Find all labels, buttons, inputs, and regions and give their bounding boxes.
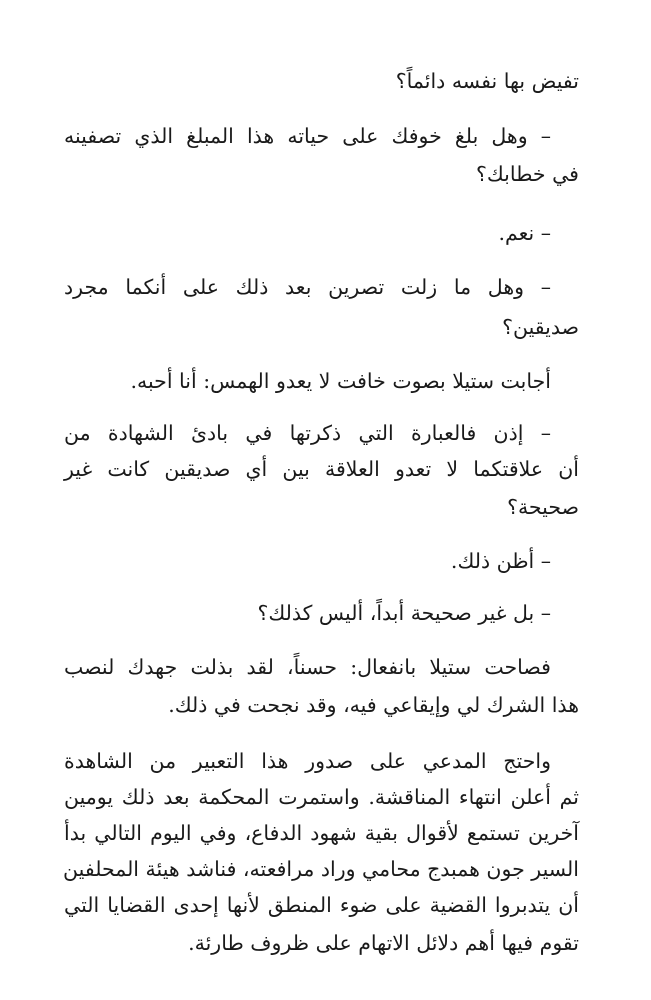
text-line: – أظن ذلك.	[450, 549, 551, 573]
text-line: واحتج المدعي على صدور هذا التعبير من الشاهدة	[64, 749, 551, 773]
text-line: – إذن فالعبارة التي ذكرتها في بادئ الشهادة من	[64, 421, 551, 445]
text-line: في خطابك؟	[475, 162, 579, 186]
text-line: أن يتدبروا القضية على ضوء المنطق لأنها إحدى القضايا التي	[64, 893, 579, 917]
text-line: أجابت ستيلا بصوت خافت لا يعدو الهمس: أنا أحبه.	[130, 369, 551, 393]
text-line: – وهل ما زلت تصرين بعد ذلك على أنكما مجرد	[64, 275, 551, 299]
text-line: صديقين؟	[502, 315, 579, 339]
text-line: فصاحت ستيلا بانفعال: حسناً، لقد بذلت جهدك لنصب	[64, 655, 551, 679]
text-line: – نعم.	[498, 221, 551, 245]
text-line: تفيض بها نفسه دائماً؟	[395, 69, 579, 93]
document-page	[64, 0, 579, 1000]
text-line: ثم أعلن انتهاء المناقشة. واستمرت المحكمة بعد ذلك يومين	[64, 785, 579, 809]
text-line: السير جون همبدج محامي وراد مرافعته، فناشد هيئة المحلفين	[63, 857, 579, 881]
text-line: صحيحة؟	[507, 495, 579, 519]
text-line: هذا الشرك لي وإيقاعي فيه، وقد نجحت في ذلك.	[168, 693, 579, 717]
text-line: – وهل بلغ خوفك على حياته هذا المبلغ الذي تصفينه	[64, 124, 551, 148]
text-line: أن علاقتكما لا تعدو العلاقة بين أي صديقين كانت غير	[64, 457, 579, 481]
text-line: – بل غير صحيحة أبداً، أليس كذلك؟	[257, 601, 551, 625]
text-line: تقوم فيها أهم دلائل الاتهام على ظروف طارئة.	[188, 931, 579, 955]
text-line: آخرين تستمع لأقوال بقية شهود الدفاع، وفي اليوم التالي بدأ	[64, 821, 579, 845]
